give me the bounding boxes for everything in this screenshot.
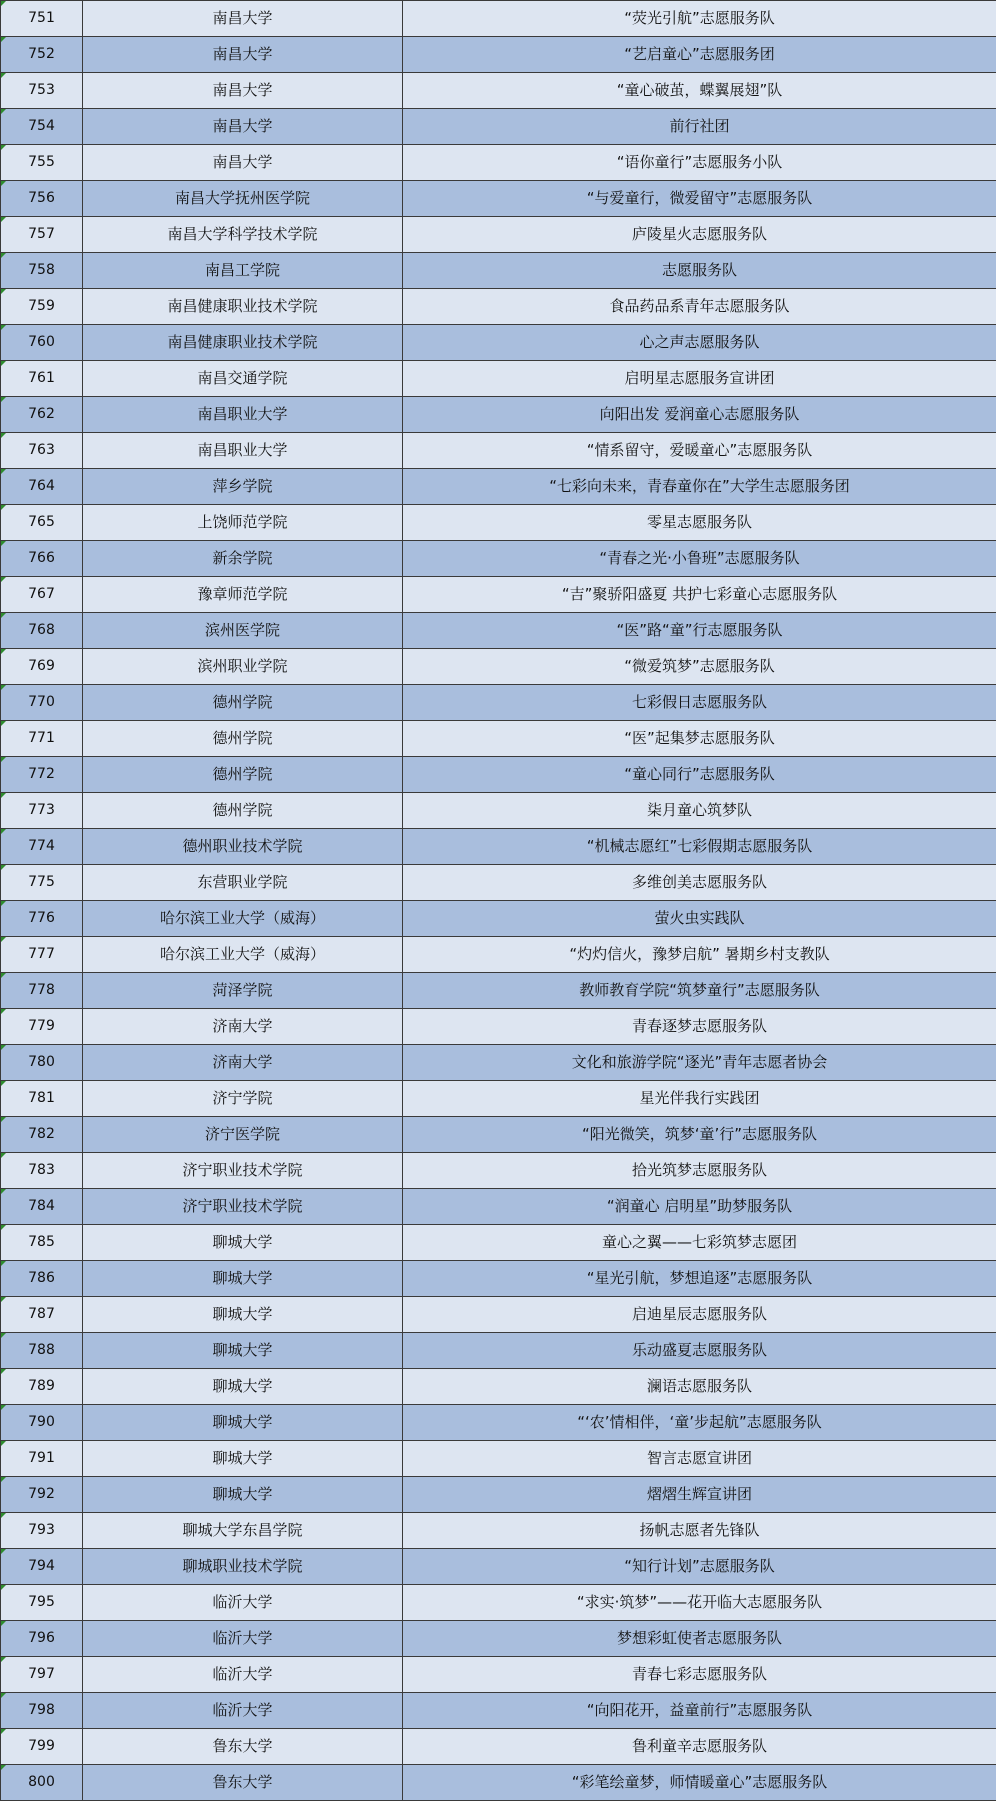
row-number-cell: 787 [1, 1297, 83, 1333]
team-name-cell: 熠熠生辉宣讲团 [403, 1477, 996, 1513]
team-name-cell: “七彩向未来，青春童你在”大学生志愿服务团 [403, 469, 996, 505]
row-number-cell: 752 [1, 37, 83, 73]
school-name-cell: 南昌大学 [83, 109, 403, 145]
team-name-cell: “荧光引航”志愿服务队 [403, 1, 996, 37]
row-number-cell: 791 [1, 1441, 83, 1477]
table-row [1, 109, 996, 145]
row-number-cell: 760 [1, 325, 83, 361]
table-row [1, 757, 996, 793]
school-name-cell: 临沂大学 [83, 1657, 403, 1693]
school-name-cell: 南昌大学 [83, 145, 403, 181]
row-number-cell: 790 [1, 1405, 83, 1441]
school-name-cell: 聊城大学 [83, 1405, 403, 1441]
row-number-cell: 755 [1, 145, 83, 181]
school-name-cell: 临沂大学 [83, 1693, 403, 1729]
table-row [1, 1477, 996, 1513]
team-name-cell: “吉”聚骄阳盛夏 共护七彩童心志愿服务队 [403, 577, 996, 613]
table-row [1, 217, 996, 253]
row-number-cell: 754 [1, 109, 83, 145]
team-name-cell: “童心破茧，蝶翼展翅”队 [403, 73, 996, 109]
team-name-cell: 志愿服务队 [403, 253, 996, 289]
row-number-cell: 764 [1, 469, 83, 505]
row-number-cell: 761 [1, 361, 83, 397]
row-number-cell: 767 [1, 577, 83, 613]
school-name-cell: 济南大学 [83, 1009, 403, 1045]
table-row [1, 145, 996, 181]
school-name-cell: 德州学院 [83, 757, 403, 793]
school-name-cell: 菏泽学院 [83, 973, 403, 1009]
row-number-cell: 757 [1, 217, 83, 253]
team-name-cell: 澜语志愿服务队 [403, 1369, 996, 1405]
school-name-cell: 南昌交通学院 [83, 361, 403, 397]
row-number-cell: 789 [1, 1369, 83, 1405]
table-row [1, 541, 996, 577]
table-row [1, 1405, 996, 1441]
table-row [1, 1549, 996, 1585]
row-number-cell: 800 [1, 1765, 83, 1801]
row-number-cell: 792 [1, 1477, 83, 1513]
row-number-cell: 759 [1, 289, 83, 325]
school-name-cell: 鲁东大学 [83, 1765, 403, 1801]
table-row [1, 1009, 996, 1045]
team-name-cell: 向阳出发 爱润童心志愿服务队 [403, 397, 996, 433]
row-number-cell: 794 [1, 1549, 83, 1585]
school-name-cell: 聊城大学 [83, 1369, 403, 1405]
table-row [1, 1189, 996, 1225]
team-name-cell: “医”起集梦志愿服务队 [403, 721, 996, 757]
table-row [1, 973, 996, 1009]
team-name-cell: 心之声志愿服务队 [403, 325, 996, 361]
table-row [1, 181, 996, 217]
table-row [1, 937, 996, 973]
team-name-cell: “语你童行”志愿服务小队 [403, 145, 996, 181]
row-number-cell: 780 [1, 1045, 83, 1081]
school-name-cell: 南昌大学 [83, 73, 403, 109]
team-name-cell: 乐动盛夏志愿服务队 [403, 1333, 996, 1369]
school-name-cell: 滨州医学院 [83, 613, 403, 649]
table-row [1, 37, 996, 73]
table-row [1, 685, 996, 721]
team-name-cell: “润童心 启明星”助梦服务队 [403, 1189, 996, 1225]
school-name-cell: 南昌职业大学 [83, 433, 403, 469]
school-name-cell: 聊城大学 [83, 1297, 403, 1333]
school-name-cell: 德州学院 [83, 721, 403, 757]
school-name-cell: 滨州职业学院 [83, 649, 403, 685]
team-name-cell: “青春之光·小鲁班”志愿服务队 [403, 541, 996, 577]
row-number-cell: 783 [1, 1153, 83, 1189]
team-name-cell: “阳光微笑，筑梦‘童’行”志愿服务队 [403, 1117, 996, 1153]
team-name-cell: 庐陵星火志愿服务队 [403, 217, 996, 253]
team-name-cell: 扬帆志愿者先锋队 [403, 1513, 996, 1549]
row-number-cell: 769 [1, 649, 83, 685]
table-row [1, 1585, 996, 1621]
row-number-cell: 765 [1, 505, 83, 541]
school-name-cell: 哈尔滨工业大学（威海） [83, 937, 403, 973]
school-name-cell: 豫章师范学院 [83, 577, 403, 613]
school-name-cell: 南昌健康职业技术学院 [83, 325, 403, 361]
team-name-cell: 萤火虫实践队 [403, 901, 996, 937]
table-row [1, 325, 996, 361]
team-name-cell: 柒月童心筑梦队 [403, 793, 996, 829]
team-name-cell: 启明星志愿服务宣讲团 [403, 361, 996, 397]
row-number-cell: 774 [1, 829, 83, 865]
team-name-cell: 教师教育学院“筑梦童行”志愿服务队 [403, 973, 996, 1009]
row-number-cell: 778 [1, 973, 83, 1009]
row-number-cell: 773 [1, 793, 83, 829]
table-row [1, 1333, 996, 1369]
team-name-cell: “微爱筑梦”志愿服务队 [403, 649, 996, 685]
school-name-cell: 临沂大学 [83, 1621, 403, 1657]
school-name-cell: 德州学院 [83, 685, 403, 721]
table-row [1, 901, 996, 937]
team-name-cell: “童心同行”志愿服务队 [403, 757, 996, 793]
row-number-cell: 770 [1, 685, 83, 721]
school-name-cell: 济宁学院 [83, 1081, 403, 1117]
table-row [1, 73, 996, 109]
row-number-cell: 762 [1, 397, 83, 433]
row-number-cell: 795 [1, 1585, 83, 1621]
team-name-cell: 前行社团 [403, 109, 996, 145]
school-name-cell: 新余学院 [83, 541, 403, 577]
school-name-cell: 德州职业技术学院 [83, 829, 403, 865]
row-number-cell: 798 [1, 1693, 83, 1729]
team-name-cell: 青春七彩志愿服务队 [403, 1657, 996, 1693]
table-row [1, 721, 996, 757]
row-number-cell: 756 [1, 181, 83, 217]
school-name-cell: 聊城大学 [83, 1225, 403, 1261]
team-name-cell: “彩笔绘童梦，师情暖童心”志愿服务队 [403, 1765, 996, 1801]
table-row [1, 1261, 996, 1297]
table-row [1, 1081, 996, 1117]
table-body [1, 1, 996, 1801]
row-number-cell: 768 [1, 613, 83, 649]
table-row [1, 433, 996, 469]
team-name-cell: 启迪星辰志愿服务队 [403, 1297, 996, 1333]
team-name-cell: “机械志愿红”七彩假期志愿服务队 [403, 829, 996, 865]
table-row [1, 613, 996, 649]
school-name-cell: 上饶师范学院 [83, 505, 403, 541]
table-row [1, 649, 996, 685]
school-name-cell: 聊城大学 [83, 1477, 403, 1513]
table-row [1, 361, 996, 397]
row-number-cell: 784 [1, 1189, 83, 1225]
team-name-cell: 食品药品系青年志愿服务队 [403, 289, 996, 325]
table-row [1, 505, 996, 541]
table-row [1, 793, 996, 829]
row-number-cell: 793 [1, 1513, 83, 1549]
table-row [1, 1621, 996, 1657]
team-name-cell: 拾光筑梦志愿服务队 [403, 1153, 996, 1189]
row-number-cell: 797 [1, 1657, 83, 1693]
team-name-cell: 多维创美志愿服务队 [403, 865, 996, 901]
school-name-cell: 南昌大学抚州医学院 [83, 181, 403, 217]
team-name-cell: “星光引航，梦想追逐”志愿服务队 [403, 1261, 996, 1297]
school-name-cell: 哈尔滨工业大学（威海） [83, 901, 403, 937]
row-number-cell: 753 [1, 73, 83, 109]
row-number-cell: 788 [1, 1333, 83, 1369]
row-number-cell: 766 [1, 541, 83, 577]
team-name-cell: 青春逐梦志愿服务队 [403, 1009, 996, 1045]
team-name-cell: “‘农’情相伴，‘童’步起航”志愿服务队 [403, 1405, 996, 1441]
table-row [1, 1441, 996, 1477]
row-number-cell: 771 [1, 721, 83, 757]
school-name-cell: 聊城职业技术学院 [83, 1549, 403, 1585]
table-row [1, 577, 996, 613]
row-number-cell: 782 [1, 1117, 83, 1153]
table-row [1, 1045, 996, 1081]
school-name-cell: 南昌工学院 [83, 253, 403, 289]
table-row [1, 1765, 996, 1801]
row-number-cell: 776 [1, 901, 83, 937]
team-name-cell: 零星志愿服务队 [403, 505, 996, 541]
school-name-cell: 聊城大学东昌学院 [83, 1513, 403, 1549]
team-name-cell: 鲁利童辛志愿服务队 [403, 1729, 996, 1765]
table-row [1, 1153, 996, 1189]
row-number-cell: 775 [1, 865, 83, 901]
school-name-cell: 聊城大学 [83, 1441, 403, 1477]
row-number-cell: 777 [1, 937, 83, 973]
table-row [1, 1225, 996, 1261]
table-row [1, 469, 996, 505]
team-name-cell: “医”路“童”行志愿服务队 [403, 613, 996, 649]
team-name-cell: “灼灼信火，豫梦启航” 暑期乡村支教队 [403, 937, 996, 973]
row-number-cell: 786 [1, 1261, 83, 1297]
school-name-cell: 聊城大学 [83, 1261, 403, 1297]
table-row [1, 1297, 996, 1333]
row-number-cell: 785 [1, 1225, 83, 1261]
row-number-cell: 781 [1, 1081, 83, 1117]
team-name-cell: 文化和旅游学院“逐光”青年志愿者协会 [403, 1045, 996, 1081]
table-row [1, 1513, 996, 1549]
team-name-cell: “求实·筑梦”——花开临大志愿服务队 [403, 1585, 996, 1621]
team-name-cell: “与爱童行，微爱留守”志愿服务队 [403, 181, 996, 217]
school-name-cell: 南昌职业大学 [83, 397, 403, 433]
school-name-cell: 萍乡学院 [83, 469, 403, 505]
school-name-cell: 临沂大学 [83, 1585, 403, 1621]
team-name-cell: 星光伴我行实践团 [403, 1081, 996, 1117]
table-row [1, 1117, 996, 1153]
row-number-cell: 772 [1, 757, 83, 793]
school-name-cell: 南昌大学 [83, 1, 403, 37]
row-number-cell: 758 [1, 253, 83, 289]
school-name-cell: 德州学院 [83, 793, 403, 829]
school-name-cell: 济南大学 [83, 1045, 403, 1081]
row-number-cell: 799 [1, 1729, 83, 1765]
team-name-cell: 智言志愿宣讲团 [403, 1441, 996, 1477]
team-name-cell: 梦想彩虹使者志愿服务队 [403, 1621, 996, 1657]
table-row [1, 1, 996, 37]
row-number-cell: 763 [1, 433, 83, 469]
school-name-cell: 南昌大学 [83, 37, 403, 73]
school-name-cell: 南昌健康职业技术学院 [83, 289, 403, 325]
table-row [1, 829, 996, 865]
row-number-cell: 751 [1, 1, 83, 37]
team-name-cell: “情系留守，爱暖童心”志愿服务队 [403, 433, 996, 469]
row-number-cell: 796 [1, 1621, 83, 1657]
team-name-cell: 七彩假日志愿服务队 [403, 685, 996, 721]
school-name-cell: 济宁职业技术学院 [83, 1153, 403, 1189]
table-row [1, 1657, 996, 1693]
team-name-cell: “知行计划”志愿服务队 [403, 1549, 996, 1585]
table-row [1, 1693, 996, 1729]
row-number-cell: 779 [1, 1009, 83, 1045]
table-row [1, 1729, 996, 1765]
table-row [1, 253, 996, 289]
table-row [1, 397, 996, 433]
table-row [1, 865, 996, 901]
table-row [1, 289, 996, 325]
team-name-cell: 童心之翼——七彩筑梦志愿团 [403, 1225, 996, 1261]
team-name-cell: “艺启童心”志愿服务团 [403, 37, 996, 73]
school-name-cell: 聊城大学 [83, 1333, 403, 1369]
school-name-cell: 东营职业学院 [83, 865, 403, 901]
school-name-cell: 南昌大学科学技术学院 [83, 217, 403, 253]
team-name-cell: “向阳花开，益童前行”志愿服务队 [403, 1693, 996, 1729]
school-name-cell: 鲁东大学 [83, 1729, 403, 1765]
school-name-cell: 济宁医学院 [83, 1117, 403, 1153]
table-row [1, 1369, 996, 1405]
school-name-cell: 济宁职业技术学院 [83, 1189, 403, 1225]
